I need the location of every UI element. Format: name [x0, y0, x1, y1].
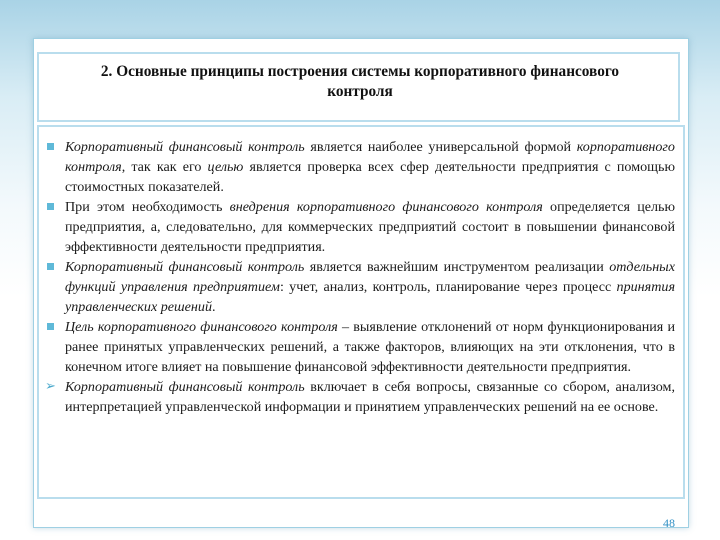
bullet-emphasis-text: принятия управленческих решений — [65, 279, 675, 315]
bullet-emphasis-text: отдельных функций управления предприятием — [65, 259, 675, 295]
bullet-text: , так как его — [121, 159, 208, 175]
bullet-item — [45, 317, 675, 377]
bullet-text: определяется целью предприятия, а, следовательно, для коммерческих предприятий состоит в повышении финансовой эффективности деятельности предприятия. — [65, 199, 676, 255]
bullet-text: – выявление отклонений от норм функционирования и ранее принятых управленческих решений, а также факторов, влияющих на эти отклонения, что в конечном итоге влияет на повышение финансовой эффективности деятельности предприятия. — [65, 319, 676, 375]
page-number: 48 — [663, 516, 675, 530]
bullet-item — [45, 137, 675, 197]
square-bullet-icon — [47, 323, 54, 330]
arrow-bullet-icon: ➢ — [45, 379, 56, 394]
square-bullet-icon — [47, 263, 54, 270]
bullet-emphasis-text: целью — [207, 159, 244, 175]
bullet-item — [45, 377, 675, 417]
bullet-item — [45, 197, 675, 257]
bullet-text: является проверка всех сфер деятельности предприятия с помощью стоимостных показателей. — [65, 159, 675, 195]
bullet-emphasis-text: корпоративного контроля — [65, 139, 675, 175]
bullet-list — [45, 137, 675, 417]
bullet-text: . — [212, 299, 216, 315]
bullet-text: : учет, анализ, контроль, планирование через процесс — [279, 279, 617, 295]
bullet-text: является важнейшим инструментом реализации — [304, 259, 610, 275]
bullet-text: При этом необходимость — [65, 199, 230, 215]
bullet-text: включает в себя вопросы, связанные со сбором, анализом, интерпретацией управленческой информации и принятием управленческих решений на ее основе. — [65, 379, 675, 415]
bullet-emphasis-text: Корпоративный финансовый контроль — [65, 259, 305, 275]
bullet-emphasis-text: Корпоративный финансовый контроль — [65, 379, 305, 395]
square-bullet-icon — [47, 203, 54, 210]
bullet-item — [45, 257, 675, 317]
slide-title: 2. Основные принципы построения системы корпоративного финансового контроля — [100, 63, 620, 100]
bullet-emphasis-text: Цель корпоративного финансового контроля — [65, 319, 338, 335]
bullet-text: является наиболее универсальной формой — [304, 139, 577, 155]
bullet-emphasis-text: внедрения корпоративного финансового контроля — [229, 199, 543, 215]
square-bullet-icon — [47, 143, 54, 150]
bullet-emphasis-text: Корпоративный финансовый контроль — [65, 139, 305, 155]
